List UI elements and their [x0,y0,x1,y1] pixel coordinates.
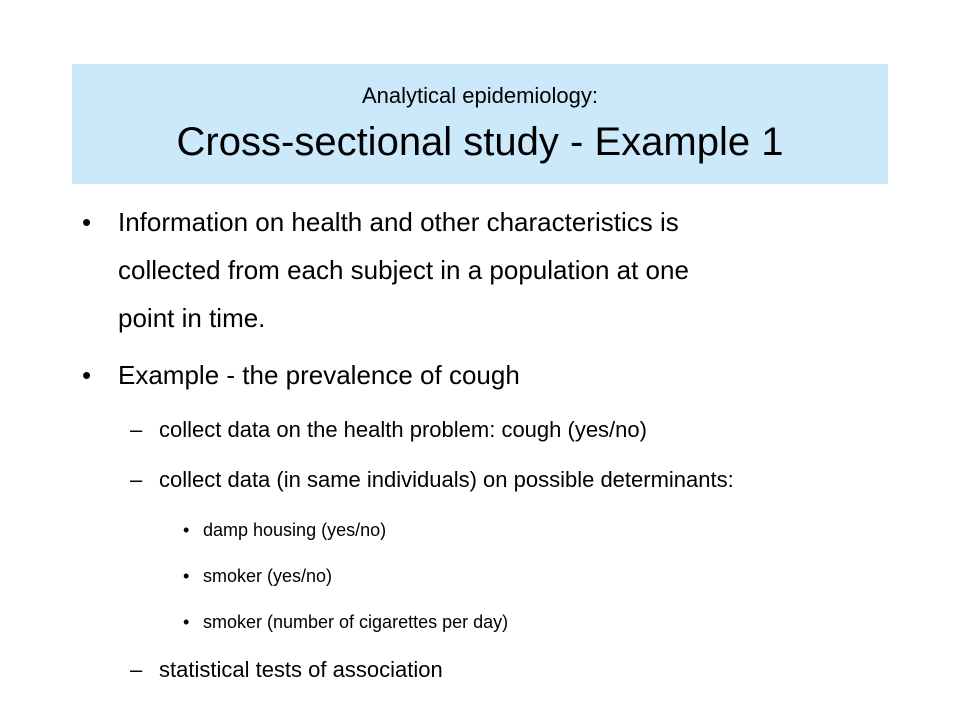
definition-line-3: point in time. [118,303,266,333]
definition-line-1: Information on health and other characteristics is [118,207,679,237]
dash-marker: – [130,657,143,682]
determinant-text: smoker (number of cigarettes per day) [203,612,509,632]
slide-title: Cross-sectional study - Example 1 [176,120,784,164]
dash-marker: – [130,467,143,492]
bullet-dot: • [183,520,190,540]
bullet-dot: • [183,566,190,586]
bullet-dot: • [183,612,190,632]
bullet-dot: • [82,360,92,390]
bullet-dot: • [82,207,92,237]
slide-subtitle: Analytical epidemiology: [361,83,599,108]
example-heading: Example - the prevalence of cough [118,360,520,390]
sub-item-text: statistical tests of association [159,657,443,682]
definition-line-2: collected from each subject in a population at one [118,255,689,285]
sub-item-text: collect data (in same individuals) on possible determinants: [159,467,734,492]
determinant-text: damp housing (yes/no) [203,520,387,540]
determinant-text: smoker (yes/no) [203,566,333,586]
dash-marker: – [130,417,143,442]
sub-item-text: collect data on the health problem: cough (yes/no) [159,417,647,442]
